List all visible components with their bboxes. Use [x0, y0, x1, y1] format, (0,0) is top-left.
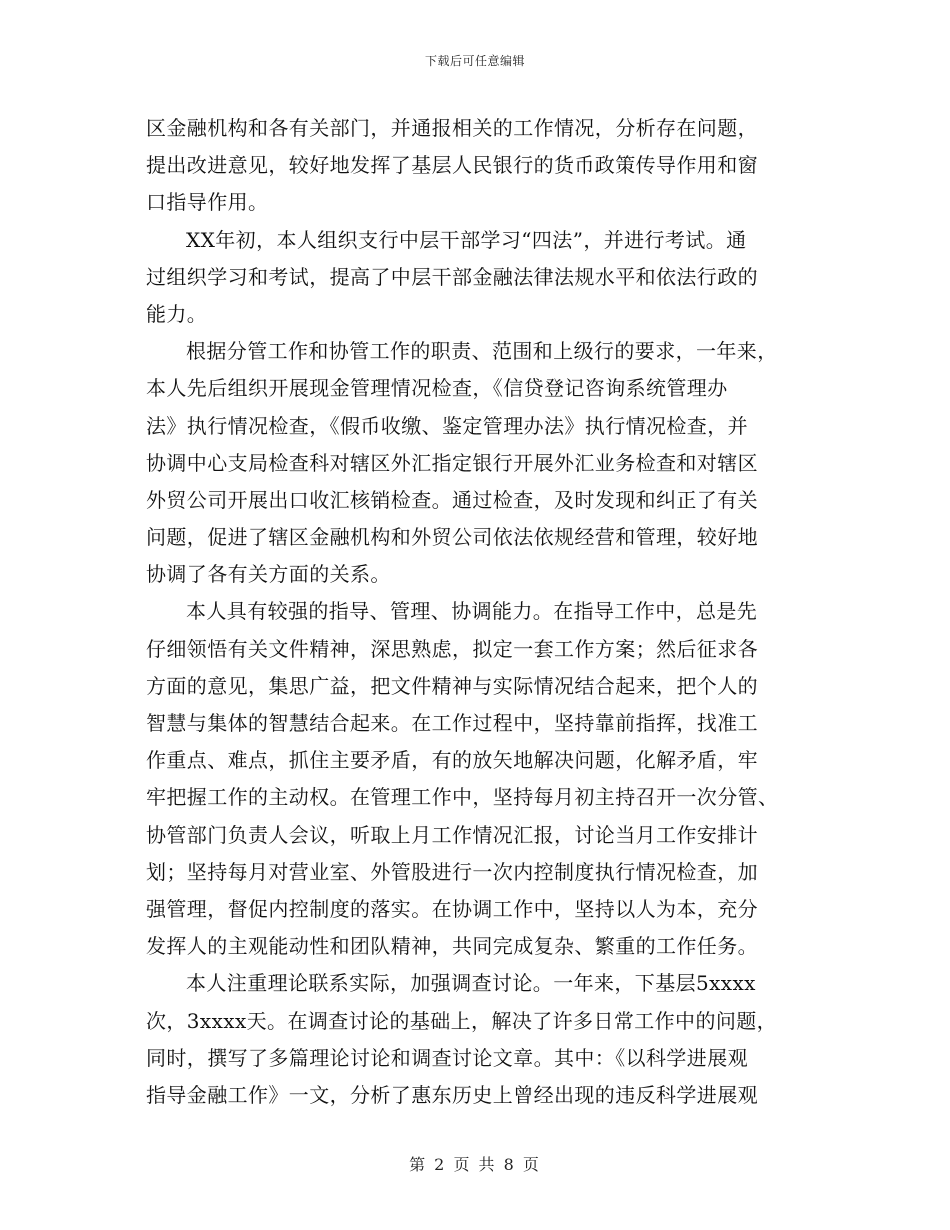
text-line: 区金融机构和各有关部门，并通报相关的工作情况，分析存在问题，: [146, 116, 758, 140]
text-line: 划；坚持每月对营业室、外管股进行一次内控制度执行情况检查，加: [146, 859, 758, 884]
text-line: XX年初，本人组织支行中层干部学习“四法”，并进行考试。通: [186, 227, 747, 252]
text-line: 次，3xxxx天。在调查讨论的基础上，解决了许多日常工作中的问题，: [146, 1008, 778, 1033]
page-number: 第 2 页 共 8 页: [409, 1155, 541, 1174]
text-line: 问题，促进了辖区金融机构和外贸公司依法依规经营和管理，较好地: [146, 525, 758, 550]
text-line: 本人具有较强的指导、管理、协调能力。在指导工作中，总是先: [186, 599, 758, 624]
text-line: 口指导作用。: [146, 190, 269, 215]
text-line: 能力。: [146, 301, 208, 326]
text-line: 牢把握工作的主动权。在管理工作中，坚持每月初主持召开一次分管、: [146, 785, 779, 810]
text-line: 根据分管工作和协管工作的职责、范围和上级行的要求，一年来，: [186, 339, 778, 364]
text-line: 协管部门负责人会议，听取上月工作情况汇报，讨论当月工作安排计: [146, 822, 758, 847]
text-line: 法》执行情况检查，《假币收缴、鉴定管理办法》执行情况检查，并: [146, 413, 748, 438]
text-line: 本人注重理论联系实际，加强调查讨论。一年来，下基层5xxxx: [186, 971, 756, 996]
text-line: 提出改进意见，较好地发挥了基层人民银行的货币政策传导作用和窗: [146, 153, 758, 178]
text-line: 作重点、难点，抓住主要矛盾，有的放矢地解决问题，化解矛盾，牢: [146, 748, 758, 773]
text-line: 强管理，督促内控制度的落实。在协调工作中，坚持以人为本，充分: [146, 896, 758, 921]
text-line: 方面的意见，集思广益，把文件精神与实际情况结合起来，把个人的: [146, 673, 758, 698]
text-line: 过组织学习和考试，提高了中层干部金融法律法规水平和依法行政的: [146, 264, 758, 289]
text-line: 本人先后组织开展现金管理情况检查，《信贷登记咨询系统管理办: [146, 376, 728, 401]
text-line: 智慧与集体的智慧结合起来。在工作过程中，坚持靠前指挥，找准工: [146, 711, 758, 735]
text-line: 指导金融工作》一文，分析了惠东历史上曾经出现的违反科学进展观: [146, 1082, 758, 1107]
text-line: 仔细领悟有关文件精神，深思熟虑，拟定一套工作方案；然后征求各: [146, 636, 758, 661]
page-header: 下载后可任意编辑: [424, 54, 525, 68]
text-line: 协调中心支局检查科对辖区外汇指定银行开展外汇业务检查和对辖区: [146, 450, 758, 475]
document-body: [146, 110, 806, 1114]
text-line: 同时，撰写了多篇理论讨论和调查讨论文章。其中：《以科学进展观: [146, 1045, 748, 1070]
text-line: 外贸公司开展出口收汇核销检查。通过检查，及时发现和纠正了有关: [146, 487, 758, 512]
text-line: 发挥人的主观能动性和团队精神，共同完成复杂、繁重的工作任务。: [146, 934, 758, 959]
text-line: 协调了各有关方面的关系。: [146, 562, 391, 587]
